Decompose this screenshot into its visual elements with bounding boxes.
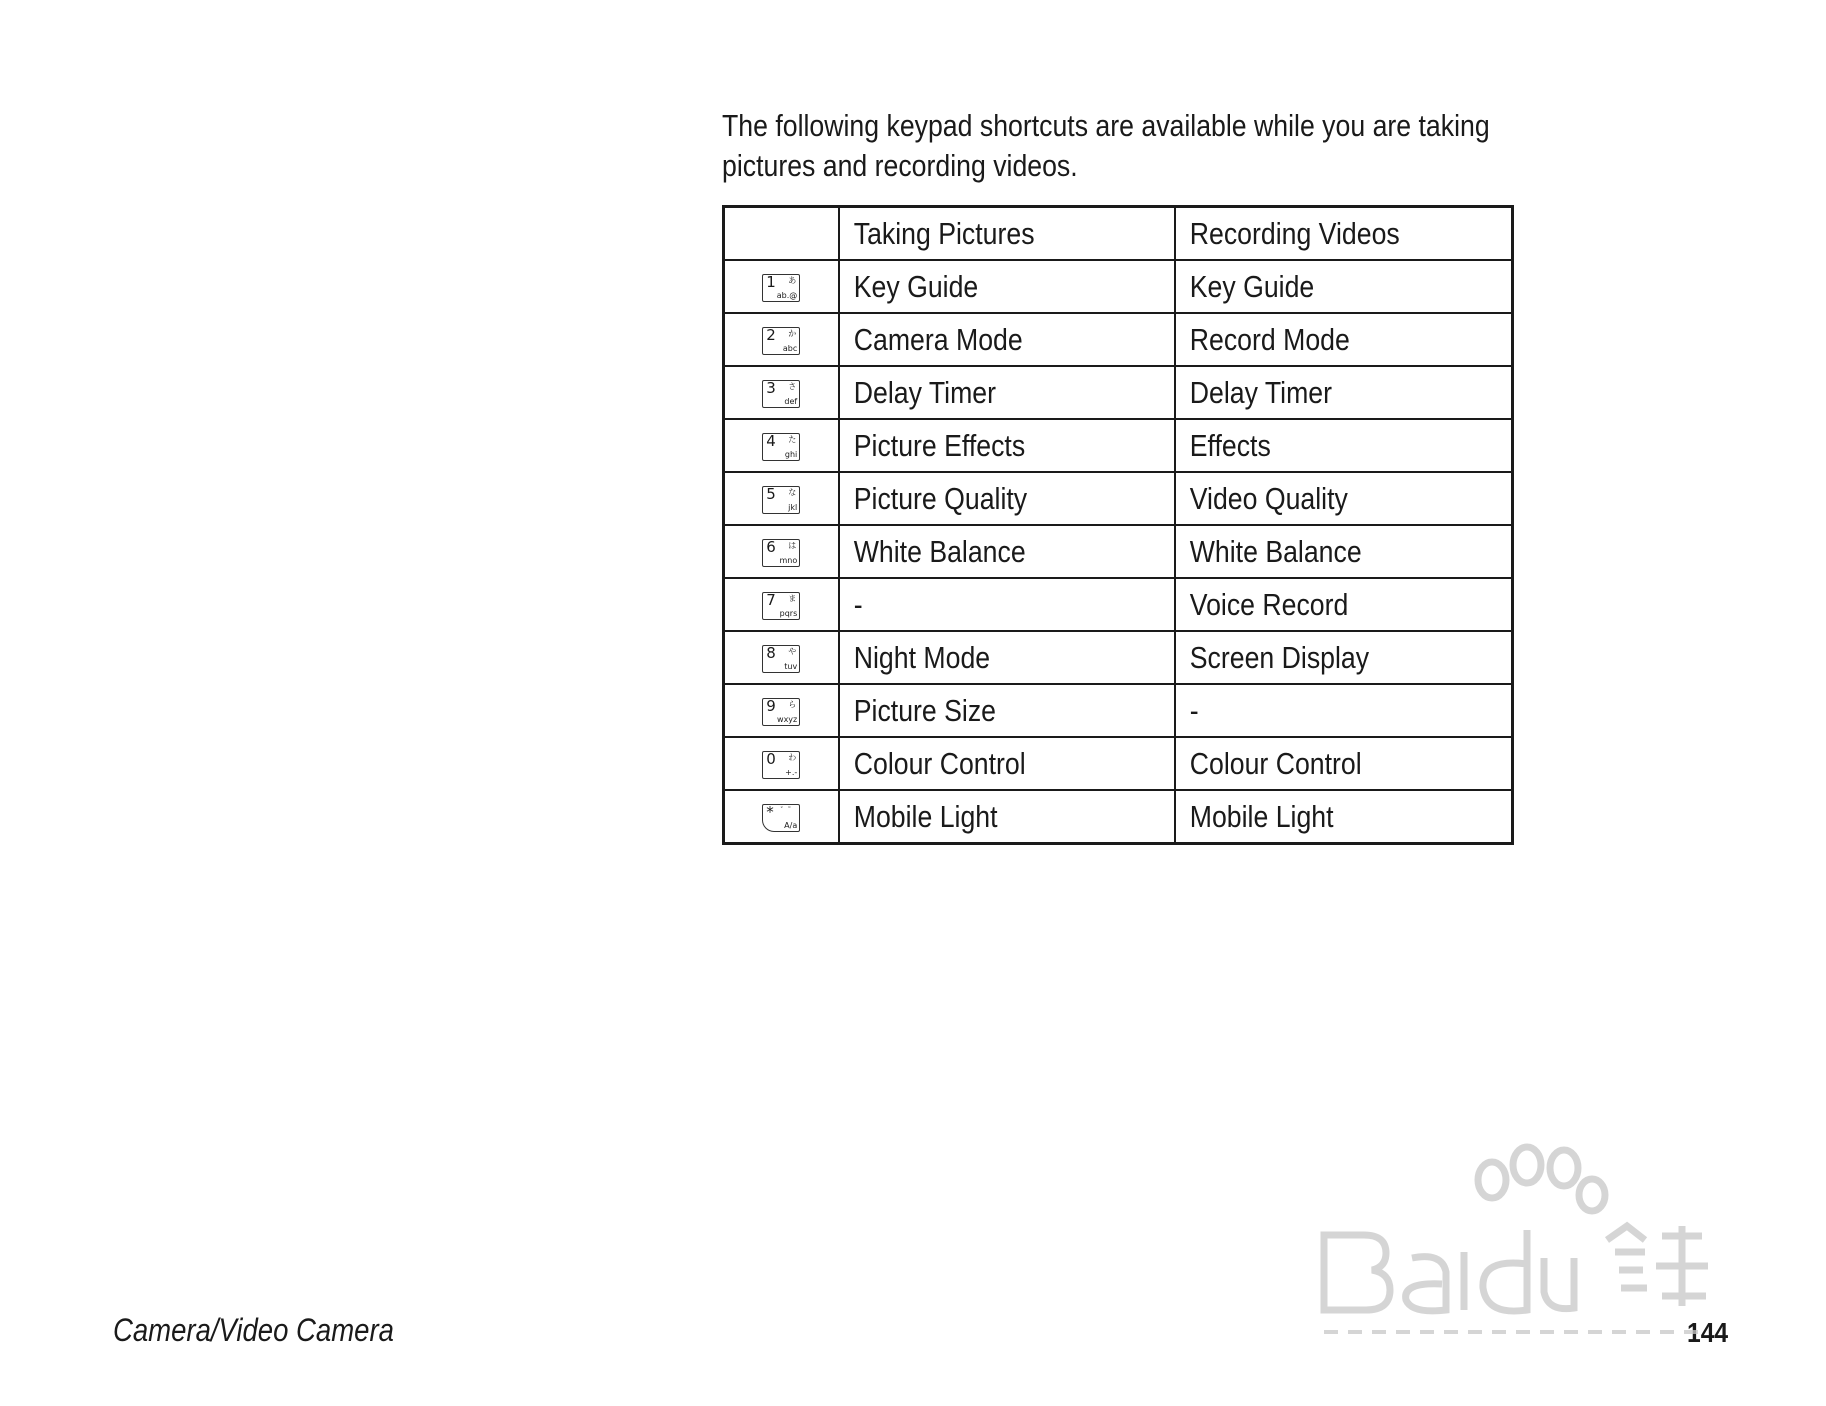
key-letters: pqrs: [779, 609, 798, 619]
key-7-icon: [762, 592, 800, 620]
key-star-icon: [762, 804, 800, 832]
key-0-icon: [762, 751, 800, 779]
key-letters: +.-: [785, 768, 798, 778]
key-kana: た: [788, 435, 797, 445]
cell-recording-videos: -: [1175, 684, 1513, 737]
key-4-icon: [762, 433, 800, 461]
header-recording-videos: Recording Videos: [1175, 207, 1513, 261]
cell-taking-pictures: Key Guide: [839, 260, 1175, 313]
key-3-icon: [762, 380, 800, 408]
key-cell: [724, 472, 839, 525]
cell-taking-pictures: Colour Control: [839, 737, 1175, 790]
section-title: Camera/Video Camera: [113, 1312, 394, 1348]
cell-taking-pictures: Picture Size: [839, 684, 1175, 737]
key-number: 7: [766, 591, 776, 610]
table-row: [724, 472, 1513, 525]
key-number: 8: [766, 644, 776, 663]
cell-taking-pictures: White Balance: [839, 525, 1175, 578]
key-letters: jkl: [788, 503, 798, 513]
key-letters: A/a: [784, 821, 798, 831]
cell-taking-pictures: Night Mode: [839, 631, 1175, 684]
cell-taking-pictures: -: [839, 578, 1175, 631]
table-row: [724, 631, 1513, 684]
key-cell: [724, 525, 839, 578]
table-row: [724, 419, 1513, 472]
key-number: 4: [766, 432, 776, 451]
key-cell: [724, 684, 839, 737]
cell-taking-pictures: Mobile Light: [839, 790, 1175, 844]
intro-line-1: The following keypad shortcuts are available while you are taking: [722, 108, 1490, 143]
key-cell: [724, 419, 839, 472]
key-kana: ら: [788, 700, 797, 710]
key-kana: か: [788, 329, 797, 339]
cell-recording-videos: Delay Timer: [1175, 366, 1513, 419]
table-row: [724, 525, 1513, 578]
key-number: 9: [766, 697, 776, 716]
key-cell: [724, 631, 839, 684]
cell-recording-videos: Screen Display: [1175, 631, 1513, 684]
table-row: [724, 313, 1513, 366]
key-8-icon: [762, 645, 800, 673]
key-kana: や: [788, 647, 797, 657]
key-kana: さ: [788, 382, 797, 392]
cell-recording-videos: Mobile Light: [1175, 790, 1513, 844]
cell-taking-pictures: Delay Timer: [839, 366, 1175, 419]
key-cell: [724, 790, 839, 844]
key-number: 0: [766, 750, 776, 769]
key-number: 1: [766, 273, 776, 292]
key-kana: ゛゜: [780, 806, 797, 816]
cell-recording-videos: Record Mode: [1175, 313, 1513, 366]
key-cell: [724, 260, 839, 313]
page-number: 144: [1687, 1317, 1729, 1348]
key-kana: あ: [788, 276, 797, 286]
intro-paragraph: [722, 106, 1490, 186]
key-5-icon: [762, 486, 800, 514]
key-kana: ま: [788, 594, 797, 604]
cell-recording-videos: Key Guide: [1175, 260, 1513, 313]
table-row: [724, 578, 1513, 631]
key-kana: わ: [788, 753, 797, 763]
table-row: [724, 790, 1513, 844]
header-key: [724, 207, 839, 261]
key-6-icon: [762, 539, 800, 567]
key-letters: def: [784, 397, 798, 407]
cell-taking-pictures: Camera Mode: [839, 313, 1175, 366]
key-number: 2: [766, 326, 776, 345]
key-number: 6: [766, 538, 776, 557]
table-row: [724, 737, 1513, 790]
key-cell: [724, 313, 839, 366]
key-letters: wxyz: [777, 715, 798, 725]
key-letters: mno: [779, 556, 798, 566]
key-letters: tuv: [784, 662, 798, 672]
key-1-icon: [762, 274, 800, 302]
key-kana: は: [788, 541, 797, 551]
baidu-watermark-logo: [1312, 1140, 1732, 1350]
table-header-row: [724, 207, 1513, 261]
cell-recording-videos: Effects: [1175, 419, 1513, 472]
table-row: [724, 684, 1513, 737]
key-2-icon: [762, 327, 800, 355]
cell-recording-videos: Video Quality: [1175, 472, 1513, 525]
table-row: [724, 366, 1513, 419]
cell-recording-videos: White Balance: [1175, 525, 1513, 578]
key-letters: ghi: [784, 450, 798, 460]
key-letters: ab.@: [776, 291, 798, 301]
key-9-icon: [762, 698, 800, 726]
table-row: [724, 260, 1513, 313]
cell-recording-videos: Colour Control: [1175, 737, 1513, 790]
key-cell: [724, 366, 839, 419]
key-number: *: [766, 803, 774, 822]
intro-line-2: pictures and recording videos.: [722, 148, 1078, 183]
keypad-shortcuts-table: [722, 205, 1514, 845]
cell-recording-videos: Voice Record: [1175, 578, 1513, 631]
key-number: 5: [766, 485, 776, 504]
header-taking-pictures: Taking Pictures: [839, 207, 1175, 261]
key-number: 3: [766, 379, 776, 398]
key-kana: な: [788, 488, 797, 498]
key-cell: [724, 737, 839, 790]
key-cell: [724, 578, 839, 631]
key-letters: abc: [782, 344, 798, 354]
cell-taking-pictures: Picture Effects: [839, 419, 1175, 472]
cell-taking-pictures: Picture Quality: [839, 472, 1175, 525]
